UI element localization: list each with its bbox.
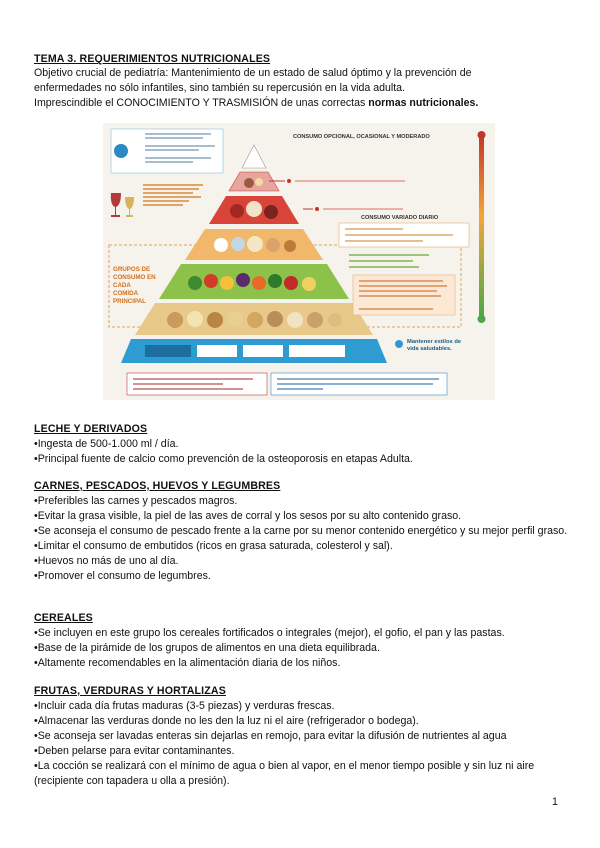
frequency-gradient-bar (479, 133, 484, 319)
section-carnes (34, 479, 574, 584)
section-heading: LECHE Y DERIVADOS (34, 423, 148, 435)
intro-paragraph (34, 66, 574, 111)
section-frutas (34, 684, 574, 789)
page-number: 1 (552, 796, 558, 808)
intro-bold-text: normas nutricionales. (368, 97, 479, 109)
list-item: • Altamente recomendables en la alimentación diaria de los niños. (34, 656, 574, 671)
daily-consumption-label: CONSUMO VARIADO DIARIO (361, 215, 439, 221)
section-leche (34, 422, 574, 467)
lifestyle-label: Mantener estilos de vida saludables. (407, 339, 462, 352)
section-heading: CEREALES (34, 612, 93, 624)
list-item: • Base de la pirámide de los grupos de alimentos en una dieta equilibrada. (34, 641, 574, 656)
section-heading: CARNES, PESCADOS, HUEVOS Y LEGUMBRES (34, 480, 281, 492)
intro-line: enfermedades no sólo infantiles, sino también su repercusión en la vida adulta. (34, 82, 406, 94)
list-item: • Preferibles las carnes y pescados magros. (34, 494, 574, 509)
pyramid-tip (242, 145, 266, 168)
list-item: • Promover el consumo de legumbres. (34, 569, 574, 584)
food-pyramid-figure (103, 123, 495, 400)
list-item: • Principal fuente de calcio como prevención de la osteoporosis en etapas Adulta. (34, 452, 574, 467)
list-item: • Almacenar las verduras donde no les den la luz ni el aire (refrigerador o bodega). (34, 714, 574, 729)
list-item: • Deben pelarse para evitar contaminantes. (34, 744, 574, 759)
intro-line (34, 96, 574, 111)
wine-glass-icon (111, 193, 134, 217)
intro-line: Objetivo crucial de pediatría: Mantenimiento de un estado de salud óptimo y la prevención de (34, 67, 472, 79)
section-heading: FRUTAS, VERDURAS Y HORTALIZAS (34, 685, 226, 697)
list-item: • Evitar la grasa visible, la piel de las aves de corral y los sesos por su alto contenido graso. (34, 509, 574, 524)
intro-text: Imprescindible el CONOCIMIENTO Y TRASMISIÓN de unas correctas (34, 97, 369, 109)
list-item: • La cocción se realizará con el mínimo de agua o bien al vapor, en el menor tiempo posible y sin luz ni aire (recipiente con tapadera u olla a presión). (34, 759, 574, 789)
section-cereales (34, 611, 574, 671)
main-group-label: GRUPOS DE CONSUMO EN CADA COMIDA PRINCIPAL (113, 266, 156, 305)
list-item: • Se aconseja el consumo de pescado frente a la carne por su menor contenido energético y su mejor perfil graso. (34, 524, 574, 539)
list-item: • Se incluyen en este grupo los cereales fortificados o integrales (mejor), el gofio, el pan y las pastas. (34, 626, 574, 641)
list-item: • Se aconseja ser lavadas enteras sin dejarlas en remojo, para evitar la difusión de nutrientes al agua (34, 729, 574, 744)
list-item: • Limitar el consumo de embutidos (ricos en grasa saturada, colesterol y sal). (34, 539, 574, 554)
list-item: • Incluir cada día frutas maduras (3-5 piezas) y verduras frescas. (34, 699, 574, 714)
list-item: • Huevos no más de uno al día. (34, 554, 574, 569)
top-consumption-label: CONSUMO OPCIONAL, OCASIONAL Y MODERADO (293, 134, 430, 140)
document-title: TEMA 3. REQUERIMIENTOS NUTRICIONALES (34, 53, 271, 65)
list-item: • Ingesta de 500-1.000 ml / día. (34, 437, 574, 452)
globe-icon (114, 144, 128, 158)
